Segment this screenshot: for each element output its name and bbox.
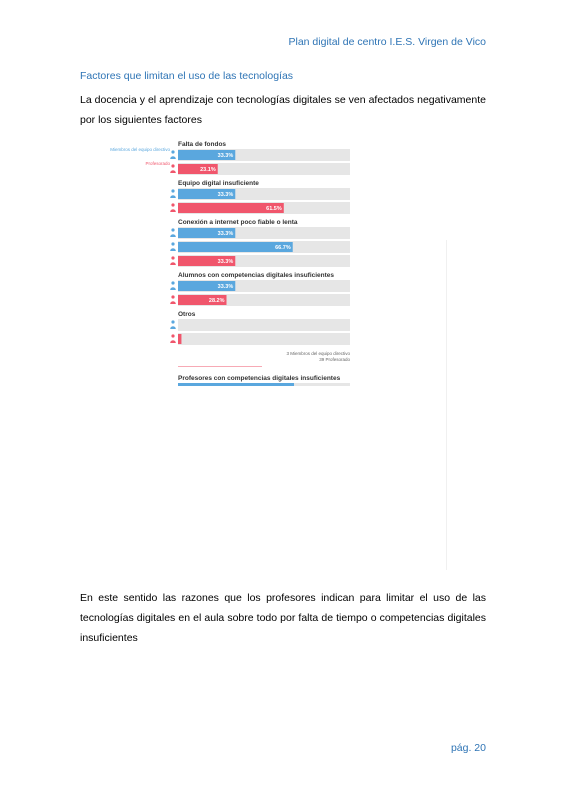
divider-line bbox=[446, 240, 447, 570]
separator-line bbox=[178, 366, 262, 367]
bar-value-label: 23.1% bbox=[200, 167, 216, 174]
legend-profesorado: Profesorado bbox=[145, 161, 170, 166]
chart-note: 3 Miembros del equipo directivo bbox=[286, 351, 350, 356]
directivo-person-body-icon bbox=[170, 156, 176, 159]
factors-chart-svg bbox=[110, 136, 370, 382]
bar-directivo bbox=[178, 383, 294, 386]
group-label: Falta de fondos bbox=[178, 141, 227, 148]
group-label: Alumnos con competencias digitales insuficientes bbox=[178, 272, 335, 279]
bar-value-label: 33.3% bbox=[217, 259, 234, 266]
group-label: Equipo digital insuficiente bbox=[178, 180, 259, 187]
profesorado-person-icon bbox=[171, 164, 174, 167]
profesorado-person-body-icon bbox=[170, 170, 176, 173]
group-label: Profesores con competencias digitales insuficientes bbox=[178, 375, 341, 382]
factors-chart bbox=[110, 136, 370, 382]
bar-track bbox=[178, 319, 350, 331]
directivo-person-body-icon bbox=[170, 234, 176, 237]
directivo-person-icon bbox=[171, 320, 174, 323]
group-label: Otros bbox=[178, 311, 196, 318]
conclusion-paragraph: En este sentido las razones que los profesores indican para limitar el uso de las tecnologías digitales en el aula sobre todo por falta de tiempo o competencias digitales insuficientes bbox=[80, 592, 486, 644]
directivo-person-icon bbox=[171, 242, 174, 245]
directivo-person-icon bbox=[171, 281, 174, 284]
header-title: Plan digital de centro I.E.S. Virgen de Vico bbox=[288, 36, 486, 48]
bar-value-label: 33.3% bbox=[217, 284, 234, 291]
bar-value-label: 33.3% bbox=[217, 153, 234, 160]
profesorado-person-icon bbox=[171, 256, 174, 259]
directivo-person-icon bbox=[171, 228, 174, 231]
directivo-person-body-icon bbox=[170, 287, 176, 290]
legend-directivo: Miembros del equipo directivo bbox=[110, 147, 170, 152]
bar-value-label: 61.5% bbox=[266, 206, 282, 213]
profesorado-person-icon bbox=[171, 203, 174, 206]
profesorado-person-body-icon bbox=[170, 209, 176, 212]
profesorado-person-body-icon bbox=[170, 340, 176, 343]
directivo-person-body-icon bbox=[170, 195, 176, 198]
directivo-person-body-icon bbox=[170, 326, 176, 329]
directivo-person-icon bbox=[171, 189, 174, 192]
bar-profesorado bbox=[178, 334, 181, 344]
page-number: pág. 20 bbox=[450, 742, 486, 754]
bar-value-label: 28.2% bbox=[208, 298, 225, 305]
bar-value-label: 33.3% bbox=[217, 192, 234, 199]
group-label: Conexión a internet poco fiable o lenta bbox=[178, 219, 298, 226]
directivo-person-icon bbox=[171, 150, 174, 153]
bar-value-label: 66.7% bbox=[275, 245, 291, 252]
chart-note: 39 Profesorado bbox=[319, 357, 350, 362]
bar-track bbox=[178, 333, 350, 345]
profesorado-person-body-icon bbox=[170, 301, 176, 304]
profesorado-person-body-icon bbox=[170, 262, 176, 265]
section-title: Factores que limitan el uso de las tecnologías bbox=[80, 70, 294, 82]
directivo-person-body-icon bbox=[170, 248, 176, 251]
intro-paragraph: La docencia y el aprendizaje con tecnologías digitales se ven afectados negativamente por los siguientes factores bbox=[80, 94, 486, 126]
profesorado-person-icon bbox=[171, 295, 174, 298]
bar-value-label: 33.3% bbox=[217, 231, 234, 238]
profesorado-person-icon bbox=[171, 334, 174, 337]
